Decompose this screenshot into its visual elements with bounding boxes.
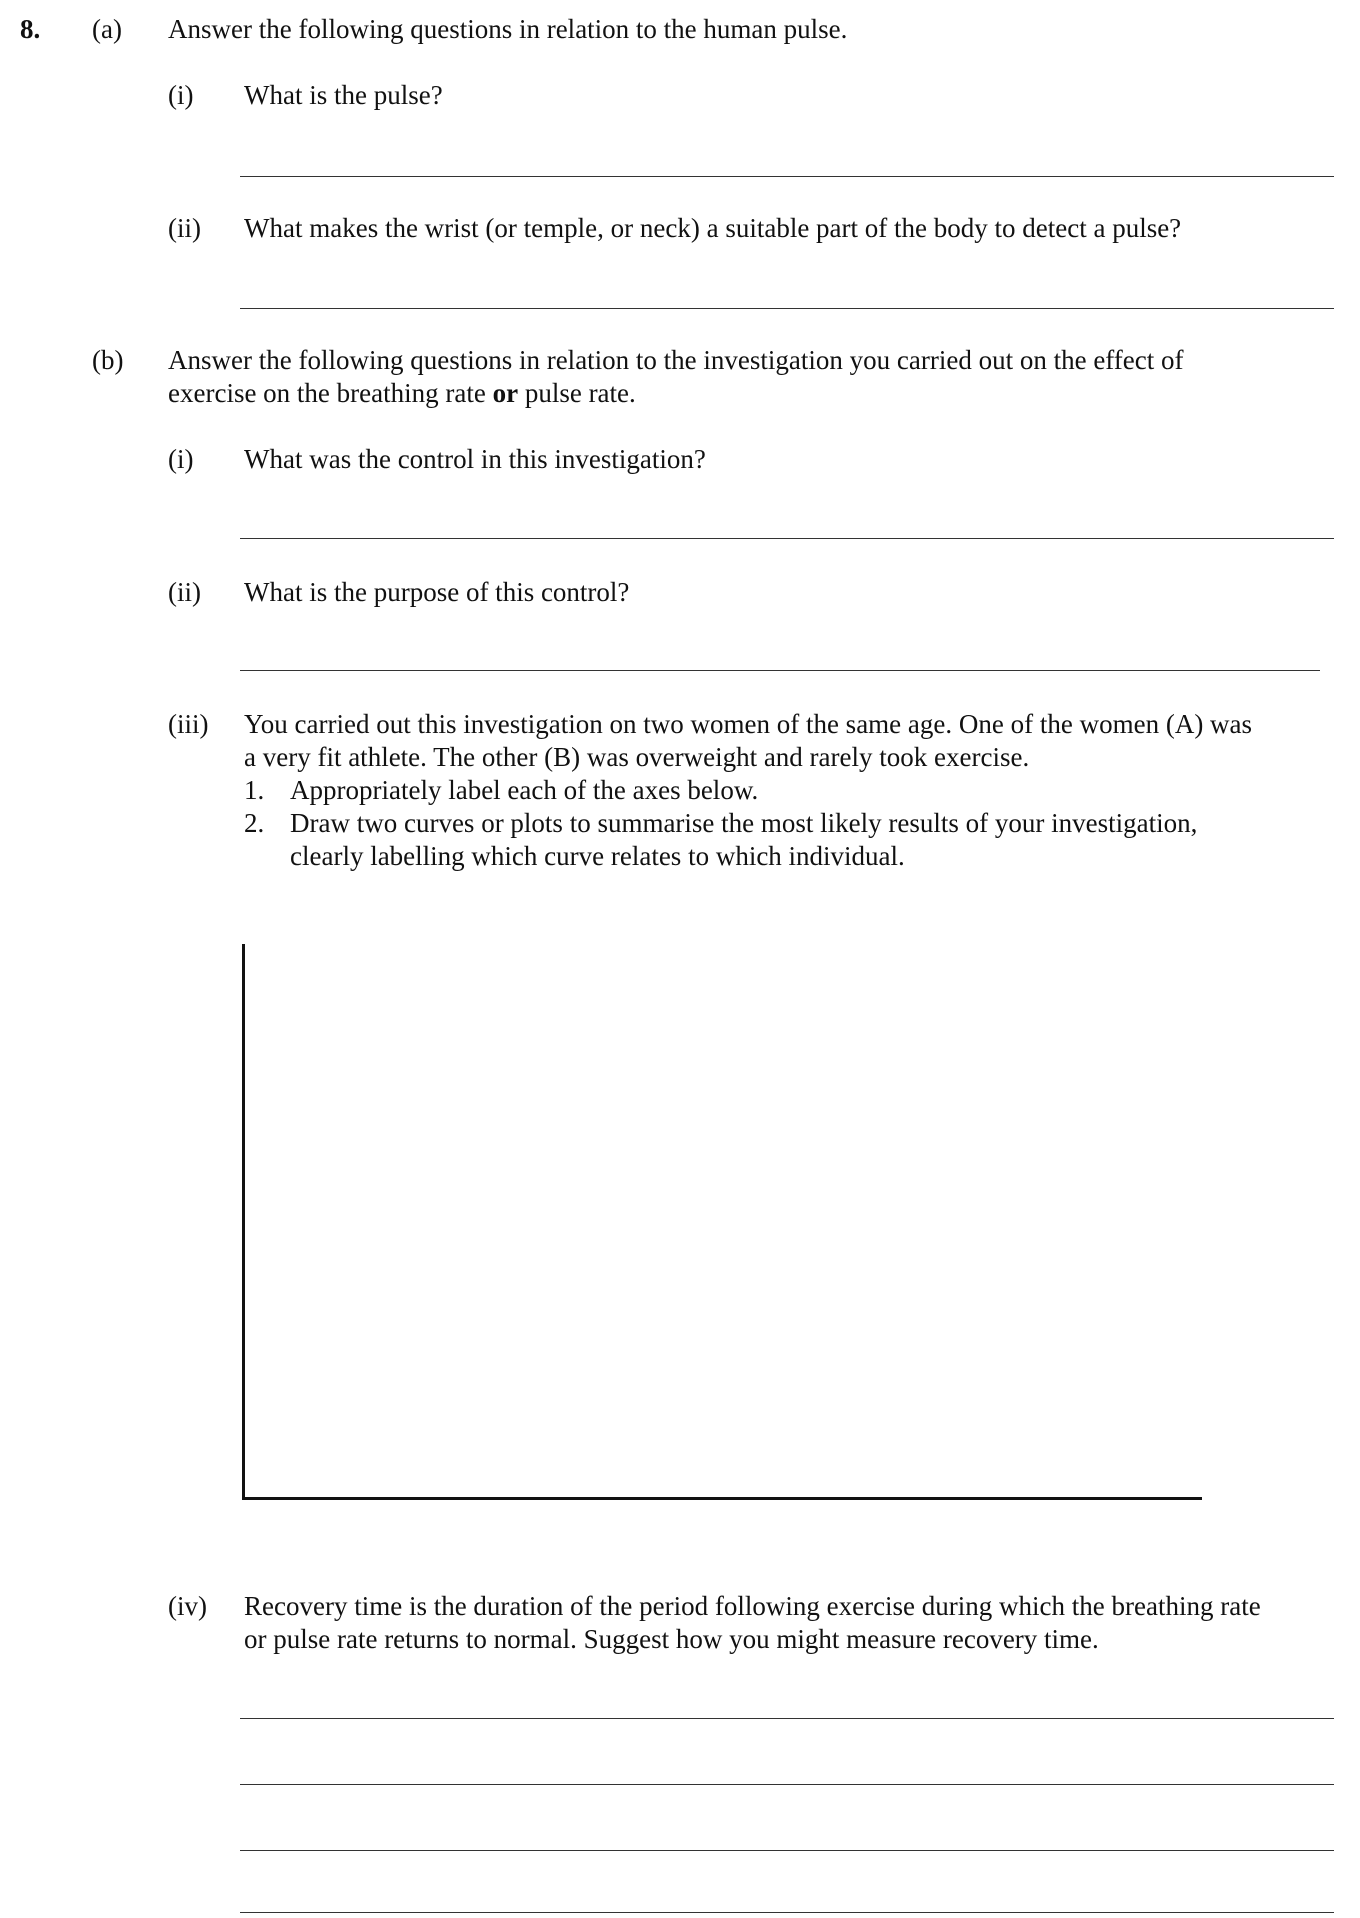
part-b-intro-line1: Answer the following questions in relation to the investigation you carried out on the effect of — [168, 345, 1184, 375]
step2-text-line1: Draw two curves or plots to summarise the most likely results of your investigation, — [290, 808, 1198, 838]
part-b-ii-question: What is the purpose of this control? — [244, 577, 630, 607]
intro-line2-pre: exercise on the breathing rate — [168, 378, 493, 408]
y-axis — [242, 944, 245, 1499]
step1-number: 1. — [244, 775, 265, 805]
part-b-label: (b) — [92, 345, 124, 375]
x-axis — [242, 1497, 1202, 1500]
question-number: 8. — [20, 14, 41, 44]
part-b-iii-line1: You carried out this investigation on two women of the same age. One of the women (A) was — [244, 709, 1253, 739]
part-a-i-question: What is the pulse? — [244, 80, 443, 110]
answer-line-iv-2[interactable] — [240, 1784, 1334, 1785]
part-b-iii-label: (iii) — [168, 709, 209, 739]
intro-line2-post: pulse rate. — [518, 378, 636, 408]
answer-line-iv-1[interactable] — [240, 1718, 1334, 1719]
part-a-ii-label: (ii) — [168, 213, 201, 243]
intro-line2-bold: or — [492, 378, 519, 408]
answer-line-b-ii[interactable] — [240, 670, 1320, 671]
part-b-iii-line2: a very fit athlete. The other (B) was overweight and rarely took exercise. — [244, 742, 1030, 772]
answer-line-iv-3[interactable] — [240, 1850, 1334, 1851]
answer-line-b-i[interactable] — [240, 538, 1334, 539]
part-a-ii-question: What makes the wrist (or temple, or neck) a suitable part of the body to detect a pulse? — [244, 213, 1182, 243]
answer-line-iv-4[interactable] — [240, 1912, 1334, 1913]
step2-text-line2: clearly labelling which curve relates to which individual. — [290, 841, 905, 871]
step1-text: Appropriately label each of the axes below. — [290, 775, 759, 805]
part-b-intro-line2 — [168, 377, 636, 410]
step2-number: 2. — [244, 808, 265, 838]
part-b-iv-line1: Recovery time is the duration of the period following exercise during which the breathing rate — [244, 1591, 1261, 1621]
answer-line-a-ii[interactable] — [240, 308, 1334, 309]
part-a-label: (a) — [92, 14, 122, 44]
part-b-iv-label: (iv) — [168, 1591, 207, 1621]
part-a-intro: Answer the following questions in relation to the human pulse. — [168, 14, 848, 44]
part-b-iv-line2: or pulse rate returns to normal. Suggest how you might measure recovery time. — [244, 1624, 1099, 1654]
answer-line-a-i[interactable] — [240, 176, 1334, 177]
part-b-i-label: (i) — [168, 444, 194, 474]
part-a-i-label: (i) — [168, 80, 194, 110]
part-b-i-question: What was the control in this investigation? — [244, 444, 706, 474]
part-b-ii-label: (ii) — [168, 577, 201, 607]
